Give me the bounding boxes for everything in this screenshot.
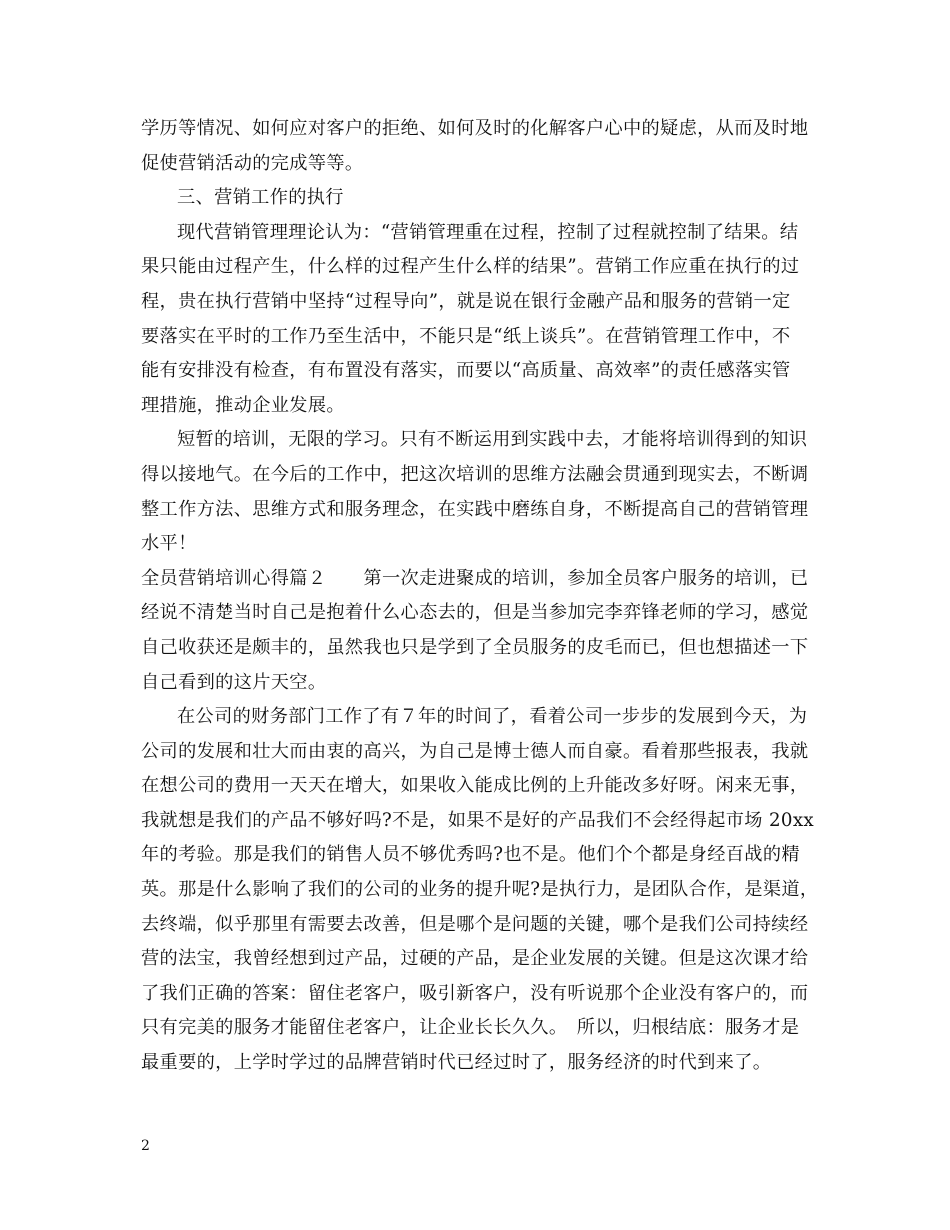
text-line: 理措施，推动企业发展。: [141, 394, 345, 416]
text-line: 现代营销管理理论认为：“营销管理重在过程，控制了过程就控制了结果。结: [177, 221, 799, 243]
text-line: 只有完美的服务才能留住老客户，让企业长长久久。 所以，归根结底：服务才是: [141, 1017, 800, 1039]
text-line: 要落实在平时的工作乃至生活中，不能只是“纸上谈兵”。在营销管理工作中，不: [141, 325, 791, 347]
page-number: 2: [141, 1138, 150, 1154]
body-text: [141, 112, 821, 1081]
text-line: 了我们正确的答案：留住老客户，吸引新客户，没有听说那个企业没有客户的，而: [141, 982, 809, 1004]
text-line: 程，贵在执行营销中坚持“过程导向”，就是说在银行金融产品和服务的营销一定: [141, 290, 791, 312]
text-line: 促使营销活动的完成等等。: [141, 152, 364, 174]
text-line: 公司的发展和壮大而由衷的高兴，为自己是博士德人而自豪。看着那些报表，我就: [141, 740, 809, 762]
text-line: 得以接地气。在今后的工作中，把这次培训的思维方法融会贯通到现实去，不断调: [141, 463, 809, 485]
text-line: 最重要的，上学时学过的品牌营销时代已经过时了，服务经济的时代到来了。: [141, 1052, 772, 1074]
text-line: 年的考验。那是我们的销售人员不够优秀吗?也不是。他们个个都是身经百战的精: [141, 844, 800, 866]
text-line: 自己看到的这片天空。: [141, 671, 327, 693]
text-line: 学历等情况、如何应对客户的拒绝、如何及时的化解客户心中的疑虑，从而及时地: [141, 118, 809, 139]
section-heading: 三、营销工作的执行: [177, 187, 344, 209]
text-line: 在想公司的费用一天天在增大，如果收入能成比例的上升能改多好呀。闲来无事，: [141, 775, 809, 797]
text-line: 在公司的财务部门工作了有７年的时间了，看着公司一步步的发展到今天，为: [177, 706, 808, 728]
text-line: 果只能由过程产生，什么样的过程产生什么样的结果”。营销工作应重在执行的过: [141, 256, 800, 278]
text-line: 短暂的培训，无限的学习。只有不断运用到实践中去，才能将培训得到的知识: [177, 429, 808, 451]
text-line: 自己收获还是颇丰的，虽然我也只是学到了全员服务的皮毛而已，但也想描述一下: [141, 636, 809, 658]
text-line: 我就想是我们的产品不够好吗?不是，如果不是好的产品我们不会经得起市场 20xx: [141, 809, 815, 831]
text-line: 水平！: [141, 533, 197, 555]
text-line: 去终端，似乎那里有需要去改善，但是哪个是问题的关键，哪个是我们公司持续经: [141, 913, 809, 935]
text-line: 英。那是什么影响了我们的公司的业务的提升呢?是执行力，是团队合作，是渠道，: [141, 879, 819, 901]
text-line: 整工作方法、思维方式和服务理念，在实践中磨练自身，不断提高自己的营销管理: [141, 498, 809, 520]
text-line: 经说不清楚当时自己是抱着什么心态去的，但是当参加完李弈锋老师的学习，感觉: [141, 602, 809, 624]
text-line: 能有安排没有检查，有布置没有落实，而要以“高质量、高效率”的责任感落实管: [141, 360, 791, 382]
article-title-line: 全员营销培训心得篇２ 第一次走进聚成的培训，参加全员客户服务的培训，已: [141, 567, 809, 589]
text-line: 营的法宝，我曾经想到过产品，过硬的产品，是企业发展的关键。但是这次课才给: [141, 948, 809, 970]
